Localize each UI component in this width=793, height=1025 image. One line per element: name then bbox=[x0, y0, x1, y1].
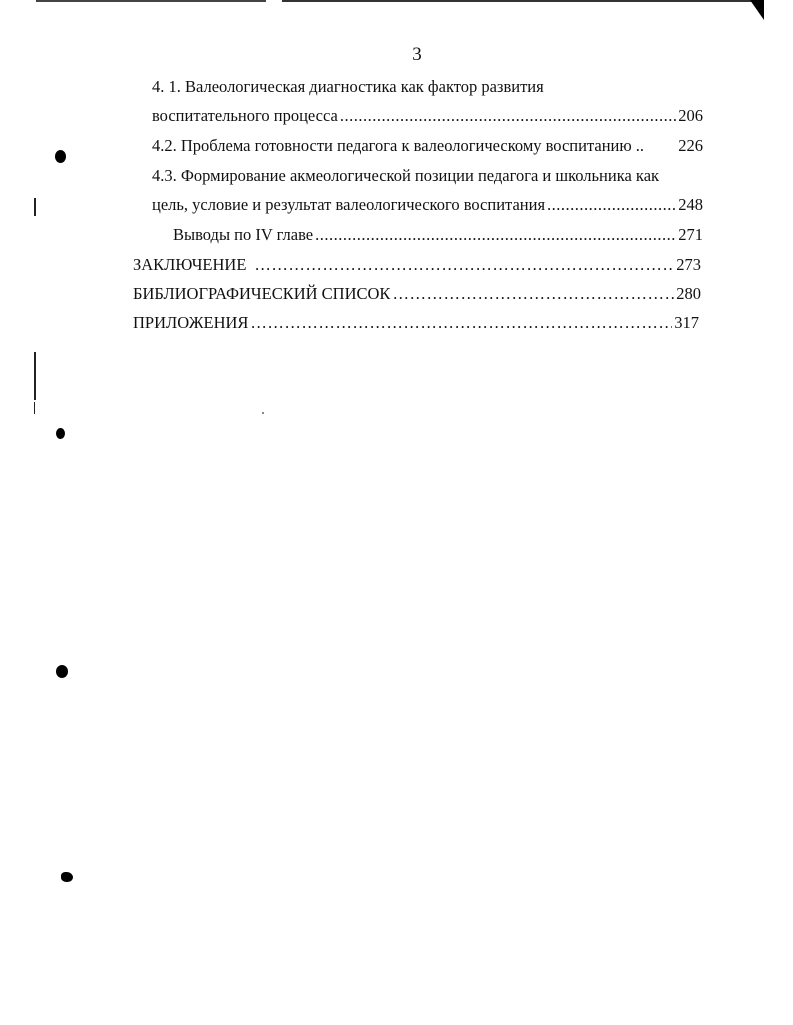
toc-entry-appendices bbox=[133, 313, 699, 333]
toc-page-number: 226 bbox=[678, 136, 703, 155]
toc-page-number: 206 bbox=[678, 106, 703, 125]
toc-entry-4-1 bbox=[152, 106, 703, 126]
toc-entry-title: БИБЛИОГРАФИЧЕСКИЙ СПИСОК bbox=[133, 284, 391, 303]
toc-entry-conclusions-ch4 bbox=[173, 225, 703, 245]
toc-entry-title: ПРИЛОЖЕНИЯ bbox=[133, 313, 249, 332]
toc-page-number: 273 bbox=[676, 255, 701, 274]
punch-hole-mark bbox=[56, 665, 68, 678]
toc-entry-4-3-title: 4.3. Формирование акмеологической позиции педагога и школьника как bbox=[152, 166, 660, 185]
punch-hole-mark bbox=[56, 428, 65, 439]
scan-speck bbox=[262, 412, 264, 414]
toc-leader-dots bbox=[547, 195, 676, 215]
toc-leader-dots bbox=[315, 225, 676, 245]
toc-entry-4-1-title: 4. 1. Валеологическая диагностика как фактор развития bbox=[152, 77, 544, 96]
page-number: 3 bbox=[412, 44, 422, 65]
toc-page-number: 248 bbox=[678, 195, 703, 214]
toc-entry-title: ЗАКЛЮЧЕНИЕ bbox=[133, 255, 247, 274]
toc-leader-dots bbox=[254, 255, 674, 275]
toc-entry-conclusion bbox=[133, 255, 701, 275]
toc-leader-dots bbox=[250, 313, 672, 333]
punch-hole-mark bbox=[61, 872, 73, 882]
toc-entry-4-2 bbox=[152, 136, 703, 156]
toc-leader-dots bbox=[340, 106, 676, 126]
table-of-contents bbox=[0, 0, 793, 400]
toc-entry-title: Выводы по IV главе bbox=[173, 225, 314, 244]
toc-leader-dots bbox=[392, 284, 674, 304]
toc-page-number: 271 bbox=[678, 225, 703, 244]
toc-entry-bibliography bbox=[133, 284, 701, 304]
margin-scan-line bbox=[34, 402, 35, 414]
toc-entry-title: 4.2. Проблема готовности педагога к валеологическому воспитанию .. bbox=[152, 136, 645, 155]
toc-entry-4-3 bbox=[152, 195, 703, 215]
toc-entry-title: цель, условие и результат валеологического воспитания bbox=[152, 195, 546, 214]
toc-entry-title: воспитательного процесса bbox=[152, 106, 338, 125]
toc-page-number: 317 bbox=[674, 313, 699, 332]
toc-page-number: 280 bbox=[676, 284, 701, 303]
